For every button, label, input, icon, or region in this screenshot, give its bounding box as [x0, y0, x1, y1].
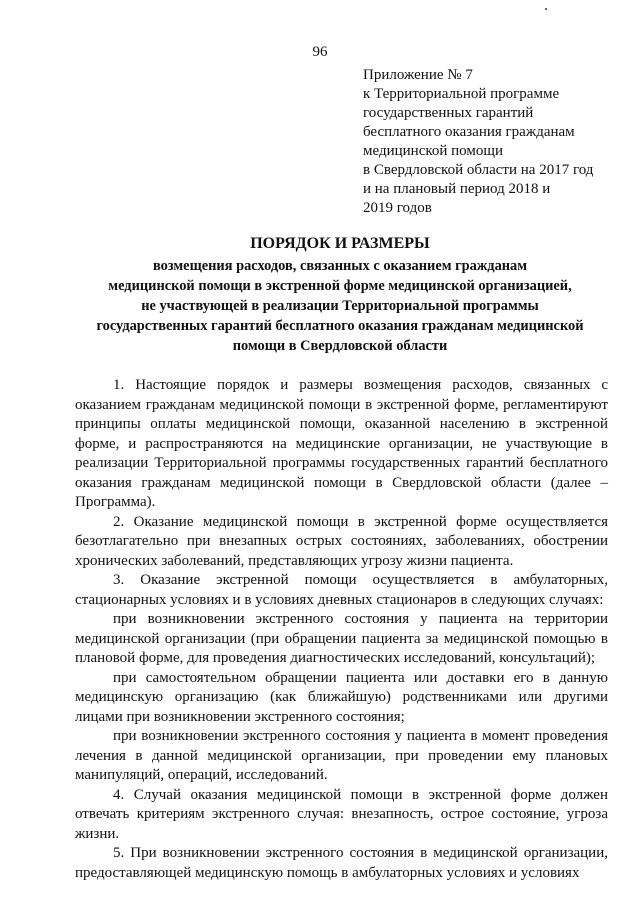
- paragraph: 5. При возникновении экстренного состояния в медицинской организации, предоставляющей медицинскую помощь в амбулаторных условиях и условиях: [75, 845, 608, 881]
- subtitle-line: медицинской помощи в экстренной форме медицинской организацией,: [108, 278, 572, 294]
- document-body: [75, 376, 608, 883]
- subtitle-line: возмещения расходов, связанных с оказанием гражданам: [152, 258, 528, 274]
- paragraph: 4. Случай оказания медицинской помощи в экстренной форме должен отвечать критериям экстренного случая: внезапность, острое состояние, угроза жизни.: [75, 786, 608, 842]
- subtitle-line: помощи в Свердловской области: [232, 338, 448, 354]
- appendix-line: и на плановый период 2018 и: [363, 181, 551, 197]
- appendix-line: государственных гарантий: [363, 105, 534, 121]
- document-title-block: [70, 234, 610, 356]
- appendix-line: к Территориальной программе: [363, 86, 560, 102]
- appendix-line: 2019 годов: [363, 200, 432, 216]
- paragraph: 2. Оказание медицинской помощи в экстренной форме осуществляется безотлагательно при внезапных острых состояниях, заболеваниях, обострении хронических заболеваний, представляющих угрозу жизни пациента.: [75, 513, 608, 569]
- paragraph: при самостоятельном обращении пациента или доставки его в данную медицинскую организацию (как ближайшую) родственниками или другими лицами при возникновении экстренного состояния;: [75, 669, 608, 725]
- appendix-header: [363, 66, 633, 218]
- document-subtitle: [70, 256, 610, 356]
- paragraph: 3. Оказание экстренной помощи осуществляется в амбулаторных, стационарных условиях и в условиях дневных стационаров в следующих случаях:: [75, 572, 608, 608]
- paragraph: при возникновении экстренного состояния у пациента на территории медицинской организации (при обращении пациента за медицинской помощью в плановой форме, для проведения диагностических исследований, консультаций);: [75, 611, 608, 666]
- appendix-line: в Свердловской области на 2017 год: [363, 162, 594, 178]
- document-title: ПОРЯДОК И РАЗМЕРЫ: [250, 235, 430, 252]
- subtitle-line: государственных гарантий бесплатного оказания гражданам медицинской: [96, 318, 584, 334]
- scan-speck: [545, 8, 547, 10]
- paragraph: 1. Настоящие порядок и размеры возмещения расходов, связанных с оказанием гражданам медицинской помощи в экстренной форме, регламентируют принципы оплаты медицинской помощи, оказанной населению в экстренной форме, и распространяются на медицинские организации, не участвующие в реализации Территориальной программы государственных гарантий бесплатного оказания гражданам медицинской помощи в Свердловской области (далее – Программа).: [75, 377, 608, 510]
- appendix-line: Приложение № 7: [363, 67, 473, 83]
- paragraph: при возникновении экстренного состояния у пациента в момент проведения лечения в данной медицинской организации, при проведении ему плановых манипуляций, операций, исследований.: [75, 728, 608, 783]
- page-number: 96: [312, 44, 328, 60]
- appendix-line: медицинской помощи: [363, 143, 503, 159]
- subtitle-line: не участвующей в реализации Территориальной программы: [141, 298, 539, 314]
- appendix-line: бесплатного оказания гражданам: [363, 124, 575, 140]
